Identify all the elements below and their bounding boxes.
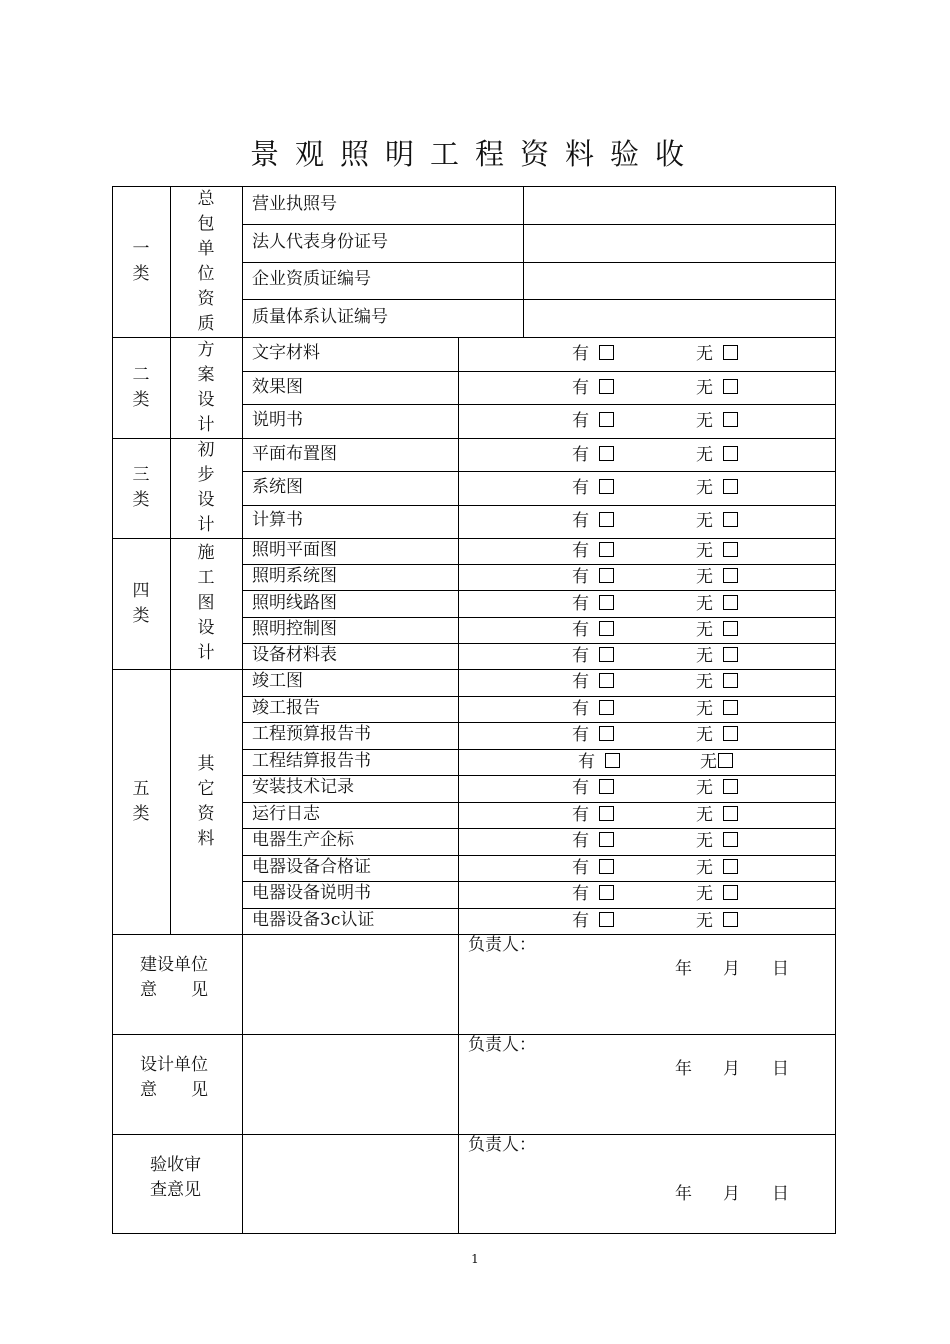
have-label: 有 — [572, 646, 589, 666]
table-rule — [242, 590, 836, 591]
checkbox-have[interactable] — [572, 912, 614, 930]
none-label: 无 — [696, 672, 713, 692]
checkbox-none[interactable] — [696, 621, 738, 639]
have-label: 有 — [572, 411, 589, 431]
item-label: 说明书 — [252, 410, 303, 430]
table-rule — [458, 1034, 459, 1135]
none-label: 无 — [696, 620, 713, 640]
table-rule — [242, 828, 836, 829]
table-rule — [458, 337, 459, 439]
table-rule — [458, 1134, 459, 1234]
table-rule — [242, 908, 836, 909]
checkbox-none[interactable] — [696, 542, 738, 560]
table-rule — [112, 669, 836, 670]
have-label: 有 — [572, 594, 589, 614]
checkbox-none[interactable] — [696, 859, 738, 877]
none-label: 无 — [696, 646, 713, 666]
opinion-label: 设计单位 — [140, 1055, 208, 1075]
checkbox-icon[interactable] — [723, 885, 738, 900]
item-label: 计算书 — [252, 510, 303, 530]
table-rule — [242, 749, 836, 750]
checkbox-icon[interactable] — [599, 568, 614, 583]
checkbox-icon[interactable] — [599, 832, 614, 847]
checkbox-icon[interactable] — [723, 345, 738, 360]
item-label: 电器生产企标 — [252, 830, 354, 850]
table-rule — [242, 471, 836, 472]
checkbox-icon[interactable] — [599, 806, 614, 821]
checkbox-icon[interactable] — [605, 753, 620, 768]
checkbox-have[interactable] — [578, 753, 620, 771]
item-label: 效果图 — [252, 377, 303, 397]
checkbox-have[interactable] — [572, 859, 614, 877]
checkbox-none[interactable] — [696, 832, 738, 850]
have-label: 有 — [572, 778, 589, 798]
have-label: 有 — [572, 478, 589, 498]
checkbox-icon[interactable] — [599, 621, 614, 636]
checkbox-icon[interactable] — [718, 753, 733, 768]
item-label: 电器设备合格证 — [252, 857, 371, 877]
have-label: 有 — [572, 805, 589, 825]
item-label: 文字材料 — [252, 343, 320, 363]
none-label: 无 — [696, 478, 713, 498]
none-label: 无 — [696, 699, 713, 719]
checkbox-icon[interactable] — [723, 621, 738, 636]
checkbox-have[interactable] — [572, 595, 614, 613]
responsible-label: 负责人： — [468, 1035, 536, 1055]
date-month: 月 — [723, 959, 740, 979]
checkbox-icon[interactable] — [723, 726, 738, 741]
item-label: 设备材料表 — [252, 645, 337, 665]
checkbox-have[interactable] — [572, 542, 614, 560]
none-label: 无 — [696, 567, 713, 587]
checkbox-none[interactable] — [696, 512, 738, 530]
opinion-label: 意 见 — [140, 980, 208, 1000]
none-label: 无 — [696, 911, 713, 931]
checkbox-icon[interactable] — [723, 673, 738, 688]
page-title: 景观照明工程资料验收 — [249, 137, 700, 171]
checkbox-none[interactable] — [696, 412, 738, 430]
checkbox-have[interactable] — [572, 568, 614, 586]
table-rule — [170, 186, 171, 935]
table-rule — [112, 538, 836, 539]
have-label: 有 — [572, 699, 589, 719]
opinion-label: 建设单位 — [140, 955, 208, 975]
table-rule — [242, 404, 836, 405]
table-rule — [242, 617, 836, 618]
table-rule — [242, 855, 836, 856]
checkbox-icon[interactable] — [723, 779, 738, 794]
item-label: 竣工报告 — [252, 698, 320, 718]
have-label: 有 — [572, 378, 589, 398]
none-label: 无 — [696, 511, 713, 531]
table-rule — [242, 881, 836, 882]
checkbox-icon[interactable] — [723, 595, 738, 610]
table-rule — [242, 696, 836, 697]
table-rule — [242, 802, 836, 803]
subcategory-label: 方案设计 — [197, 339, 215, 435]
checkbox-none[interactable] — [696, 345, 738, 363]
have-label: 有 — [572, 831, 589, 851]
have-label: 有 — [572, 445, 589, 465]
checkbox-none[interactable] — [696, 595, 738, 613]
have-label: 有 — [578, 752, 595, 772]
item-label: 平面布置图 — [252, 444, 337, 464]
have-label: 有 — [572, 620, 589, 640]
table-rule — [458, 438, 459, 539]
checkbox-icon[interactable] — [723, 859, 738, 874]
checkbox-icon[interactable] — [723, 479, 738, 494]
subcategory-label: 总包单位资质 — [197, 188, 215, 334]
checkbox-icon[interactable] — [599, 673, 614, 688]
checkbox-icon[interactable] — [723, 379, 738, 394]
item-label: 照明系统图 — [252, 566, 337, 586]
category-label: 四类 — [132, 580, 150, 626]
opinion-label: 意 见 — [140, 1080, 208, 1100]
checkbox-none[interactable] — [696, 885, 738, 903]
checkbox-have[interactable] — [572, 446, 614, 464]
checkbox-icon[interactable] — [723, 568, 738, 583]
subcategory-label: 初步设计 — [197, 440, 215, 535]
have-label: 有 — [572, 911, 589, 931]
checkbox-have[interactable] — [572, 345, 614, 363]
table-rule — [458, 538, 459, 670]
checkbox-icon[interactable] — [599, 345, 614, 360]
none-label: 无 — [696, 805, 713, 825]
checkbox-have[interactable] — [572, 379, 614, 397]
table-rule — [112, 186, 113, 1234]
checkbox-icon[interactable] — [599, 595, 614, 610]
table-rule — [242, 722, 836, 723]
category-label: 三类 — [132, 465, 150, 510]
checkbox-icon[interactable] — [599, 726, 614, 741]
responsible-label: 负责人： — [468, 1135, 536, 1155]
checkbox-icon[interactable] — [723, 832, 738, 847]
item-label: 质量体系认证编号 — [252, 307, 388, 327]
item-label: 竣工图 — [252, 671, 303, 691]
checkbox-none[interactable] — [696, 479, 738, 497]
item-label: 工程预算报告书 — [252, 724, 371, 744]
date-day: 日 — [772, 1184, 789, 1204]
table-rule — [242, 224, 836, 225]
none-label: 无 — [696, 778, 713, 798]
checkbox-icon[interactable] — [723, 700, 738, 715]
checkbox-icon[interactable] — [599, 779, 614, 794]
date-day: 日 — [772, 1059, 789, 1079]
item-label: 安装技术记录 — [252, 777, 354, 797]
have-label: 有 — [572, 344, 589, 364]
table-rule — [242, 371, 836, 372]
checkbox-icon[interactable] — [723, 806, 738, 821]
checkbox-none[interactable] — [696, 779, 738, 797]
have-label: 有 — [572, 511, 589, 531]
item-label: 照明线路图 — [252, 593, 337, 613]
checkbox-icon[interactable] — [723, 412, 738, 427]
checkbox-none[interactable] — [696, 568, 738, 586]
item-label: 电器设备说明书 — [252, 883, 371, 903]
checkbox-icon[interactable] — [599, 512, 614, 527]
item-label: 照明平面图 — [252, 540, 337, 560]
item-label: 运行日志 — [252, 804, 320, 824]
none-label: 无 — [696, 831, 713, 851]
checkbox-have[interactable] — [572, 726, 614, 744]
checkbox-none[interactable] — [700, 753, 733, 771]
table-rule — [835, 186, 836, 1234]
none-label: 无 — [696, 541, 713, 561]
have-label: 有 — [572, 672, 589, 692]
checkbox-icon[interactable] — [723, 647, 738, 662]
date-month: 月 — [723, 1184, 740, 1204]
checkbox-icon[interactable] — [723, 446, 738, 461]
checkbox-icon[interactable] — [723, 542, 738, 557]
table-rule — [242, 775, 836, 776]
checkbox-none[interactable] — [696, 912, 738, 930]
checkbox-icon[interactable] — [723, 912, 738, 927]
date-month: 月 — [723, 1059, 740, 1079]
none-label: 无 — [700, 752, 717, 772]
item-label: 系统图 — [252, 477, 303, 497]
checkbox-have[interactable] — [572, 673, 614, 691]
checkbox-have[interactable] — [572, 647, 614, 665]
checkbox-icon[interactable] — [599, 542, 614, 557]
checkbox-icon[interactable] — [599, 446, 614, 461]
checkbox-icon[interactable] — [599, 700, 614, 715]
checkbox-have[interactable] — [572, 479, 614, 497]
checkbox-have[interactable] — [572, 412, 614, 430]
item-label: 工程结算报告书 — [252, 751, 371, 771]
table-rule — [242, 505, 836, 506]
none-label: 无 — [696, 344, 713, 364]
date-year: 年 — [675, 959, 692, 979]
category-label: 五类 — [132, 778, 150, 824]
item-label: 营业执照号 — [252, 194, 337, 214]
checkbox-icon[interactable] — [599, 859, 614, 874]
date-day: 日 — [772, 959, 789, 979]
subcategory-label: 其它资料 — [197, 753, 215, 849]
none-label: 无 — [696, 445, 713, 465]
checkbox-have[interactable] — [572, 885, 614, 903]
table-rule — [112, 1233, 836, 1234]
item-label: 企业资质证编号 — [252, 269, 371, 289]
checkbox-icon[interactable] — [599, 647, 614, 662]
none-label: 无 — [696, 378, 713, 398]
table-rule — [458, 934, 459, 1035]
checkbox-none[interactable] — [696, 806, 738, 824]
checkbox-none[interactable] — [696, 700, 738, 718]
responsible-label: 负责人： — [468, 935, 536, 955]
have-label: 有 — [572, 725, 589, 745]
checkbox-icon[interactable] — [599, 479, 614, 494]
have-label: 有 — [572, 567, 589, 587]
have-label: 有 — [572, 884, 589, 904]
have-label: 有 — [572, 541, 589, 561]
item-label: 照明控制图 — [252, 619, 337, 639]
none-label: 无 — [696, 411, 713, 431]
checkbox-have[interactable] — [572, 806, 614, 824]
table-rule — [242, 564, 836, 565]
table-rule — [242, 186, 243, 1234]
checkbox-none[interactable] — [696, 726, 738, 744]
none-label: 无 — [696, 594, 713, 614]
table-rule — [242, 262, 836, 263]
table-rule — [242, 299, 836, 300]
checkbox-icon[interactable] — [599, 885, 614, 900]
category-label: 二类 — [132, 364, 150, 410]
category-label: 一类 — [132, 238, 150, 284]
subcategory-label: 施工图设计 — [197, 543, 215, 663]
table-rule — [242, 643, 836, 644]
page-number: 1 — [471, 1252, 479, 1266]
checkbox-have[interactable] — [572, 779, 614, 797]
have-label: 有 — [572, 858, 589, 878]
checkbox-none[interactable] — [696, 379, 738, 397]
none-label: 无 — [696, 858, 713, 878]
opinion-label: 验收审 — [150, 1155, 201, 1175]
checkbox-none[interactable] — [696, 647, 738, 665]
checkbox-icon[interactable] — [723, 512, 738, 527]
checkbox-none[interactable] — [696, 446, 738, 464]
date-year: 年 — [675, 1059, 692, 1079]
checkbox-have[interactable] — [572, 621, 614, 639]
checkbox-icon[interactable] — [599, 412, 614, 427]
item-label: 法人代表身份证号 — [252, 232, 388, 252]
checkbox-have[interactable] — [572, 700, 614, 718]
none-label: 无 — [696, 884, 713, 904]
none-label: 无 — [696, 725, 713, 745]
checkbox-icon[interactable] — [599, 912, 614, 927]
checkbox-have[interactable] — [572, 512, 614, 530]
checkbox-have[interactable] — [572, 832, 614, 850]
checkbox-icon[interactable] — [599, 379, 614, 394]
opinion-label: 查意见 — [150, 1180, 201, 1200]
date-year: 年 — [675, 1184, 692, 1204]
checkbox-none[interactable] — [696, 673, 738, 691]
item-label: 电器设备3c认证 — [252, 910, 375, 930]
